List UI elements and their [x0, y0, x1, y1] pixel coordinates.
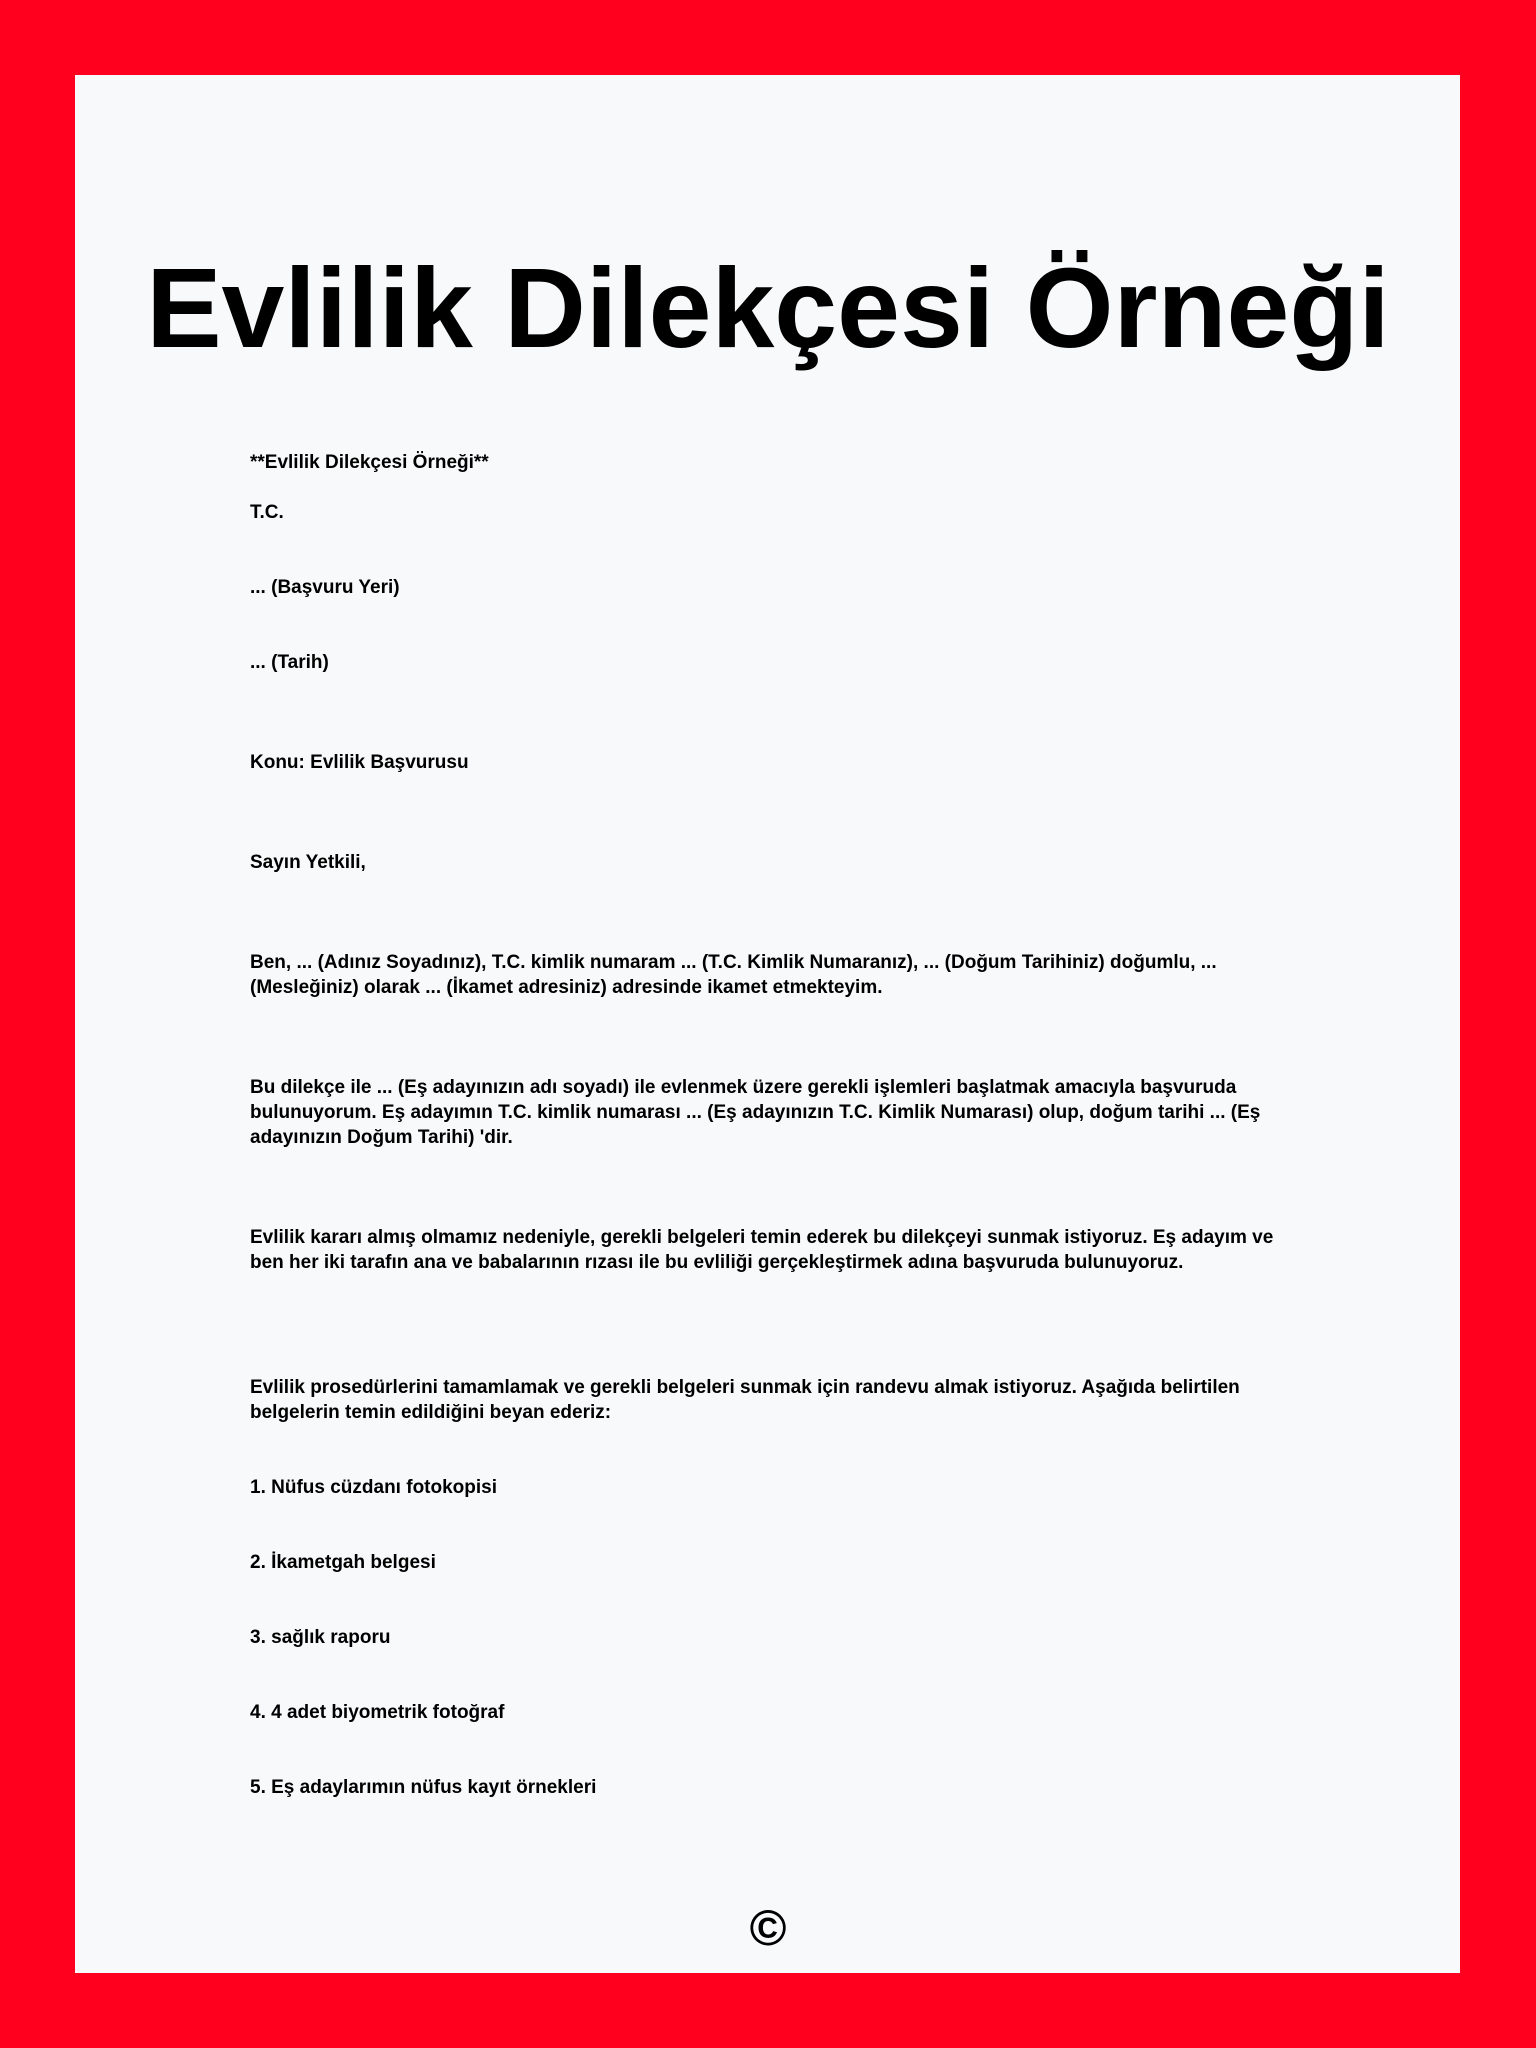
petition-tc: T.C.	[250, 502, 284, 523]
petition-heading: **Evlilik Dilekçesi Örneği**	[250, 452, 489, 473]
petition-date: ... (Tarih)	[250, 652, 329, 673]
petition-paragraph-consent: Evlilik kararı almış olmamız nedeniyle, gerekli belgeleri temin ederek bu dilekçeyi sunmak istiyoruz. Eş adayım ve ben her iki tarafın ana ve babalarının rızası ile bu evliliği gerçekleştirmek adına başvuruda bulunuyoruz.	[250, 1227, 1274, 1273]
list-item: 4. 4 adet biyometrik fotoğraf	[250, 1702, 505, 1723]
petition-paragraph-appointment: Evlilik prosedürlerini tamamlamak ve gerekli belgeleri sunmak için randevu almak istiyoruz. Aşağıda belirtilen belgelerin temin edildiğini beyan ederiz:	[250, 1377, 1240, 1423]
copyright-icon: ©	[749, 1900, 787, 1956]
list-item: 2. İkametgah belgesi	[250, 1552, 436, 1573]
list-item: 3. sağlık raporu	[250, 1627, 391, 1648]
petition-subject: Konu: Evlilik Başvurusu	[250, 752, 469, 773]
list-item: 5. Eş adaylarımın nüfus kayıt örnekleri	[250, 1777, 597, 1798]
petition-place: ... (Başvuru Yeri)	[250, 577, 400, 598]
document-title: Evlilik Dilekçesi Örneği	[146, 245, 1390, 371]
petition-salutation: Sayın Yetkili,	[250, 852, 366, 873]
list-item: 1. Nüfus cüzdanı fotokopisi	[250, 1477, 498, 1498]
petition-paragraph-identity: Ben, ... (Adınız Soyadınız), T.C. kimlik numaram ... (T.C. Kimlik Numaranız), ... (Doğum Tarihiniz) doğumlu, ... (Mesleğiniz) olarak ... (İkamet adresiniz) adresinde ikamet etmekteyim.	[250, 952, 1217, 998]
petition-paragraph-spouse: Bu dilekçe ile ... (Eş adayınızın adı soyadı) ile evlenmek üzere gerekli işlemleri başlatmak amacıyla başvuruda bulunuyorum. Eş adayımın T.C. kimlik numarası ... (Eş adayınızın T.C. Kimlik Numarası) olup, doğum tarihi ... (Eş adayınızın Doğum Tarihi) 'dir.	[250, 1077, 1261, 1148]
